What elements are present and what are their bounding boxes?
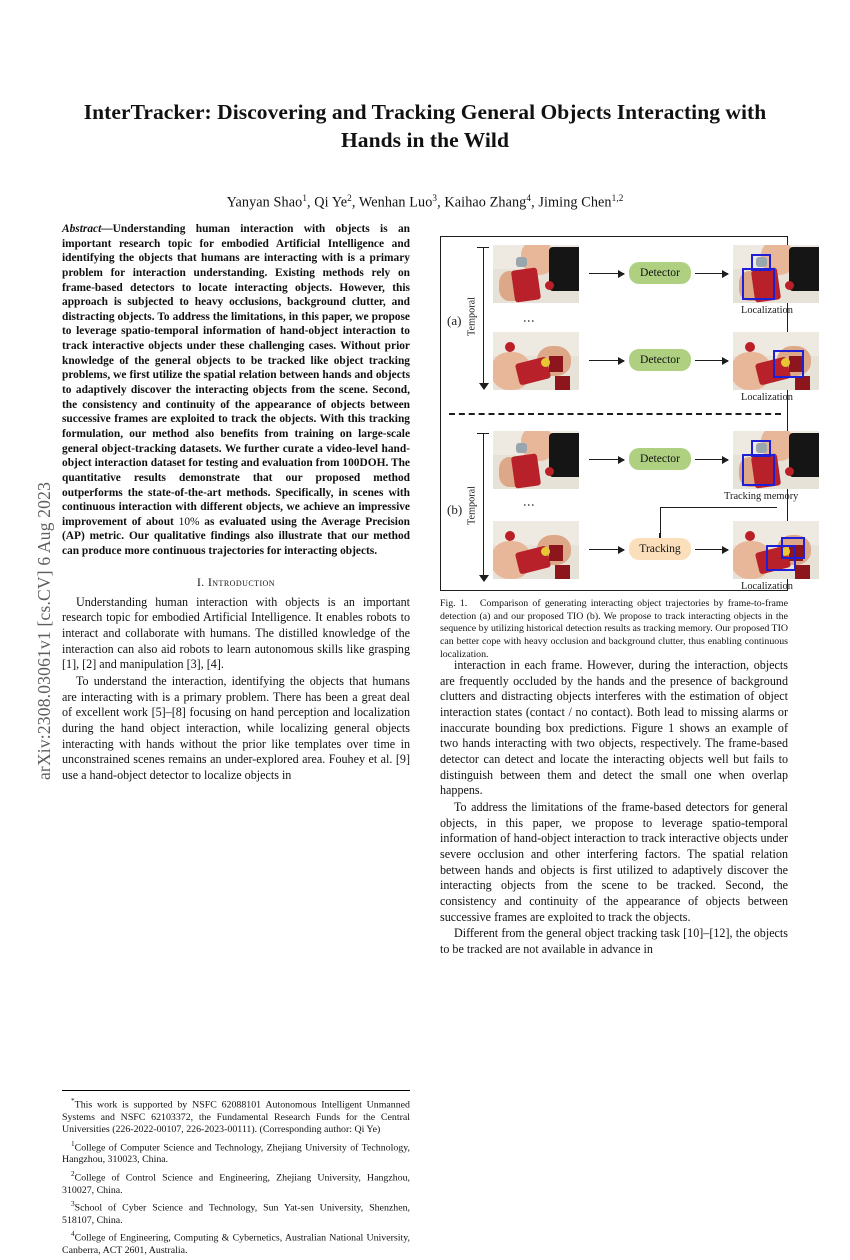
figure-b-arrow-out-bottom: [695, 549, 728, 550]
intro-paragraph-1: Understanding human interaction with objects is an important research topic for embodied Artificial Intelligence. It enables robots to interact and collaborate with humans. The distilled knowledge of the interaction can also aid robots to learn autonomous skills like grasping [1], [2] and manipulation [3], [4].: [62, 594, 410, 672]
author-1-affiliation-marker: 1: [302, 192, 308, 203]
left-column: [62, 222, 411, 1257]
figure-a-detector-box-top: Detector: [629, 262, 691, 284]
figure-b-output-frame-bottom: [733, 521, 819, 579]
author-4-name: , Kaihao Zhang: [437, 194, 527, 211]
figure-b-output-frame-top: [733, 431, 819, 489]
abstract-lead-in: Abstract—: [62, 223, 113, 235]
temporal-axis-b-label: Temporal: [466, 486, 478, 525]
figure-b-tracking-box: Tracking: [629, 538, 691, 560]
figure-panel-a-label: (a): [447, 313, 462, 328]
footnote-marker-1: 1: [71, 1138, 75, 1148]
abstract-paragraph: [62, 222, 410, 559]
figure-a-input-frame-top: [493, 245, 579, 303]
footnote-marker-star: *: [71, 1096, 75, 1105]
figure-b-arrow-in-top: [589, 459, 624, 460]
right-paragraph-3: Different from the general object tracking task [10]–[12], the objects to be tracked are not available in advance in: [440, 926, 788, 956]
author-1-name: Yanyan Shao: [226, 194, 303, 211]
figure-a-output-frame-bottom: [733, 332, 819, 390]
footnote-affiliation-2-text: College of Control Science and Engineering, Zhejiang University, Hangzhou, 310027, China.: [62, 1172, 410, 1196]
figure-1-caption-text: Comparison of generating interacting object trajectories by frame-to-frame detection (a) and our proposed TIO (b). We propose to track interacting objects in the sequence by utilizing historical detection results as tracking memory. Our proposed TIO can better cope with heavy occlusion and background clutter, thus enabling continuous localization.: [440, 598, 789, 660]
author-5-affiliation-marker: 1,2: [611, 192, 624, 203]
title-block: [62, 0, 788, 211]
figure-b-bbox-small-bottom: [781, 537, 805, 559]
figure-a-output-frame-top: [733, 245, 819, 303]
temporal-axis-a-label: Temporal: [466, 297, 478, 336]
figure-b-arrow-in-bottom: [589, 549, 624, 550]
figure-a-localization-caption-top: Localization: [741, 305, 793, 316]
abstract-text-part1: Understanding human interaction with objects is an important research topic for embodied Artificial Intelligence and identifying the objects that humans are interacting with is a primary problem for interaction understanding. Existing methods rely on frame-based detectors to locate interacting objects. However, this approach is subjected to heavy occlusions, background clutter, and distracting objects. To address the limitations, in this paper, we propose to leverage spatio-temporal information of hand-object interaction to track interactive objects under these challenging cases. Without prior knowledge of the general objects to be tracked like object tracking problems, we first utilize the spatial relation between hands and objects to adaptively discover the interacting objects from the scene. Second, the consistency and continuity of the appearance of objects between successive frames are exploited to track the objects. With this tracking formulation, our method also benefits from training on large-scale general object-tracking datasets. We further curate a video-level hand-object interaction dataset for testing and evaluation from 100DOH. The quantitative results demonstrate that our proposed method outperforms the state-of-the-art methods. Specifically, in scenes with continuous interaction with different objects, we achieve an impressive improvement of about: [62, 223, 410, 528]
figure-a-input-frame-bottom: [493, 332, 579, 390]
figure-a-detector-box-bottom: Detector: [629, 349, 691, 371]
temporal-axis-a-arrow-icon: [479, 383, 489, 390]
figure-b-input-frame-bottom: [493, 521, 579, 579]
author-2-affiliation-marker: 2: [347, 192, 352, 203]
figure-b-ellipsis-icon: ⋮: [522, 499, 536, 511]
figure-b-bbox-large-top: [742, 454, 775, 486]
footnote-marker-2: 2: [71, 1168, 75, 1178]
figure-a-ellipsis-icon: ⋮: [522, 315, 536, 327]
temporal-axis-b-line: [483, 433, 484, 581]
author-3-name: , Wenhan Luo: [351, 194, 433, 211]
author-2-name: , Qi Ye: [307, 194, 348, 211]
page-title: InterTracker: Discovering and Tracking General Objects Interacting with Hands in the Wild: [83, 100, 767, 153]
figure-1: [440, 236, 799, 661]
footnote-marker-3: 3: [71, 1199, 75, 1209]
footnote-affiliation-4-text: College of Engineering, Computing & Cybernetics, Australian National University, Canberra, ACT 2601, Australia.: [62, 1232, 410, 1257]
footnote-affiliation-4: [62, 1229, 410, 1257]
right-paragraph-1: interaction in each frame. However, during the interaction, objects are frequently occluded by the hands and the presence of background clutters and distracting objects interferes with the estimation of object interaction states (contact / no contact). Both lead to missing alarms or inaccurate bounding box predictions. Figure 1 shows an example of two hands interacting with two objects, respectively. The frame-based detector can detect and locate the interacting objects well but fails to distinguish between them and detect the small one when overlap happens.: [440, 658, 788, 798]
figure-a-arrow-in-top: [589, 273, 624, 274]
figure-1-frame: [440, 236, 799, 592]
footnote-affiliation-1-text: College of Computer Science and Technology, Zhejiang University of Technology, Hangzhou, 310023, China.: [62, 1142, 410, 1166]
footnote-funding-text: This work is supported by NSFC 62088101 Autonomous Intelligent Unmanned Systems and NSFC 62103372, the Fundamental Research Funds for the Central Universities (226-2022-00107, 226-2023-00111). (Corresponding author: Qi Ye): [62, 1099, 410, 1136]
figure-a-bbox-bottom: [773, 350, 804, 378]
abstract-text-part2: as evaluated using the Average Precision (AP) metric. Our qualitative findings also illustrate that our method can produce more continuous trajectories for interacting objects.: [62, 515, 411, 558]
author-list: [62, 193, 788, 212]
author-3-affiliation-marker: 3: [432, 192, 438, 203]
figure-1-caption-label: Fig. 1.: [440, 598, 468, 609]
figure-a-arrow-out-top: [695, 273, 728, 274]
footnote-block: [62, 1090, 410, 1260]
arxiv-identifier-stamp: arXiv:2308.03061v1 [cs.CV] 6 Aug 2023: [34, 481, 54, 781]
footnote-funding: [62, 1096, 410, 1137]
figure-a-localization-caption-bottom: Localization: [741, 392, 793, 403]
author-5-name: , Jiming Chen: [531, 194, 612, 211]
footnote-affiliation-3-text: School of Cyber Science and Technology, Sun Yat-sen University, Shenzhen, 518107, China.: [62, 1202, 410, 1226]
footnote-affiliation-1: [62, 1139, 410, 1167]
temporal-axis-a: [466, 247, 489, 389]
intro-paragraph-2: To understand the interaction, identifying the objects that humans are interacting with is a primary problem. There has been a great deal of excellent work [5]–[8] focusing on hand perception and localization during the hand object interaction, while localizing general objects interacting with hands without the prior like templates over time in unconstrained scenes remains an under-explored area. Fouhey et al. [9] use a hand-object detector to localize objects in: [62, 674, 410, 782]
right-paragraph-2: To address the limitations of the frame-based detectors for general objects, in this paper, we propose to leverage spatio-temporal information of hand-object interaction to track interactive objects under severe occlusion and other interfering factors. The spatial relation between hands and objects is first utilized to adaptively discover the interacting objects from the scene to be tracked. Second, the consistency and continuity of the appearance of objects between successive frames are exploited to track the objects.: [440, 799, 788, 924]
figure-panel-divider: [449, 413, 781, 415]
figure-a-arrow-in-bottom: [589, 360, 624, 361]
footnote-marker-4: 4: [71, 1229, 75, 1239]
author-4-affiliation-marker: 4: [526, 192, 532, 203]
figure-1-caption: [440, 598, 788, 661]
paper-page: [62, 0, 799, 1257]
figure-b-localization-caption: Localization: [741, 581, 793, 592]
section-heading-introduction: I. Introduction: [196, 575, 276, 589]
figure-b-input-frame-top: [493, 431, 579, 489]
figure-a-arrow-out-bottom: [695, 360, 728, 361]
figure-b-arrow-out-top: [695, 459, 728, 460]
temporal-axis-b-arrow-icon: [479, 575, 489, 582]
figure-b-detector-box: Detector: [629, 448, 691, 470]
figure-b-tracking-memory-caption: Tracking memory: [724, 491, 799, 502]
figure-panel-b-label: (b): [447, 502, 463, 517]
footnote-affiliation-2: [62, 1169, 410, 1197]
temporal-axis-a-line: [483, 247, 484, 389]
footnote-affiliation-3: [62, 1199, 410, 1227]
abstract-highlight-value: 10%: [178, 515, 200, 528]
temporal-axis-b: [466, 433, 489, 581]
figure-a-bbox-large-top: [742, 268, 775, 300]
